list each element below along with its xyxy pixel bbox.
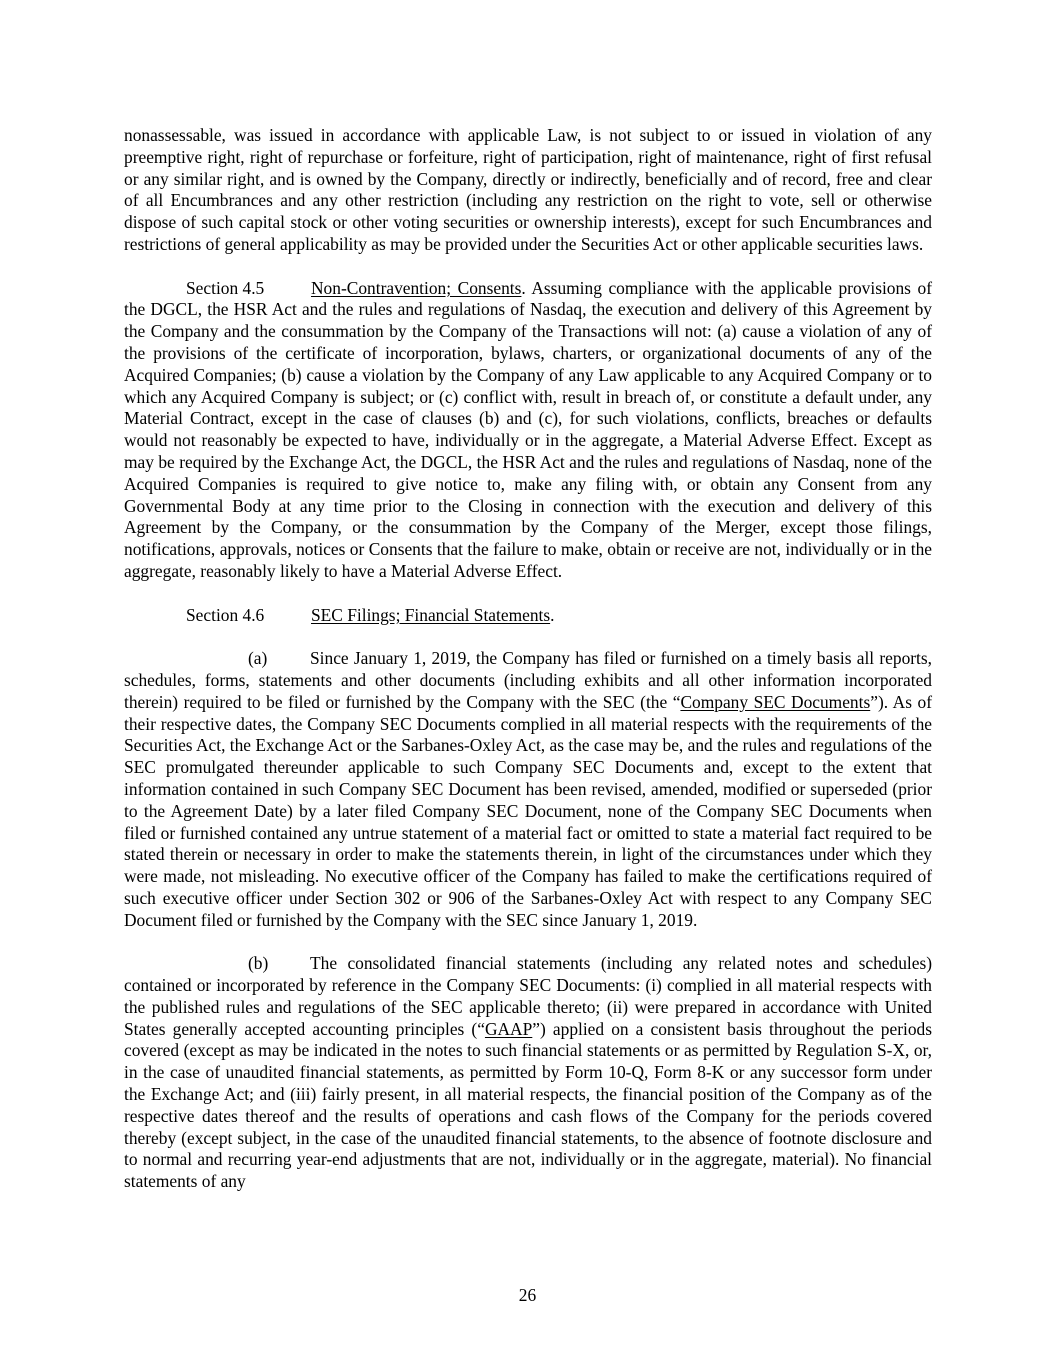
clause-a-body-2: ”). As of their respective dates, the Company SEC Documents complied in all material respects with the requirements of the Securities Act, the Exchange Act or the Sarbanes-Oxley Act, as the case may be, and the rules and regulations of the SEC promulgated thereunder applicable to such Company SEC Documents and, except to the extent that information contained in such Company SEC Document has been revised, amended, modified or superseded (prior to the Agreement Date) by a later filed Company SEC Document, none of the Company SEC Documents when filed or furnished contained any untrue statement of a material fact or omitted to state a material fact required to be stated therein or necessary in order to make the statements therein, in light of the circumstances under which they were made, not misleading. No executive officer of the Company has failed to make the certifications required of such executive officer under Section 302 or 906 of the Sarbanes-Oxley Act with respect to any Company SEC Document filed or furnished by the Company with the SEC since January 1, 2019.	[124, 691, 932, 930]
clause-b-label: (b)	[248, 953, 269, 974]
section-4-6-title-end: .	[550, 604, 555, 625]
clause-b-defined-term: GAAP	[484, 1018, 533, 1039]
clause-a-paragraph	[124, 648, 932, 931]
clause-a-label: (a)	[248, 648, 268, 669]
page-number: 26	[518, 1285, 537, 1305]
clause-a-defined-term: Company SEC Documents	[680, 691, 871, 712]
clause-b-paragraph	[124, 953, 932, 1193]
section-4-5-title: Non-Contravention; Consents	[311, 277, 522, 298]
clause-b-body-1: The consolidated financial statements (including any related notes and schedules) contained or incorporated by reference in the Company SEC Documents: (i) complied in all material respects with the published rules and regulations of the SEC applicable thereto; (ii) were prepared in accordance with United States generally accepted accounting principles (“	[124, 953, 932, 1039]
clause-a-body-1: Since January 1, 2019, the Company has filed or furnished on a timely basis all reports, schedules, forms, statements and other documents (including exhibits and all other information incorporated therein) required to be filed or furnished by the Company with the SEC (the “	[124, 648, 932, 712]
clause-b-body-2: ”) applied on a consistent basis throughout the periods covered (except as may be indicated in the notes to such financial statements or as permitted by Regulation S-X, or, in the case of unaudited financial statements, as permitted by Form 10-Q, Form 8-K or any successor form under the Exchange Act; and (iii) fairly present, in all material respects, the financial position of the Company as of the respective dates thereof and the results of operations and cash flows of the Company for the periods covered thereby (except subject, in the case of the unaudited financial statements, to the absence of footnote disclosure and to normal and recurring year-end adjustments that are not, individually or in the aggregate, material). No financial statements of any	[124, 1018, 932, 1192]
paragraph-intro: nonassessable, was issued in accordance with applicable Law, is not subject to or issued in violation of any preemptive right, right of repurchase or forfeiture, right of participation, right of maintenance, right of first refusal or any similar right, and is owned by the Company, directly or indirectly, beneficially and of record, free and clear of all Encumbrances and any other restriction (including any restriction on the right to vote, sell or otherwise dispose of such capital stock or other voting securities or ownership interests), except for such Encumbrances and restrictions of general applicability as may be provided under the Securities Act or other applicable securities laws.	[124, 125, 932, 254]
section-4-6-heading	[124, 605, 932, 627]
section-4-6-title: SEC Filings; Financial Statements	[311, 604, 551, 625]
section-4-6-number: Section 4.6	[186, 604, 265, 625]
section-4-5-number: Section 4.5	[186, 277, 265, 298]
section-4-5-body: . Assuming compliance with the applicable provisions of the DGCL, the HSR Act and the rules and regulations of Nasdaq, the execution and delivery of this Agreement by the Company and the consummation by the Company of the Transactions will not: (a) cause a violation of any of the provisions of the certificate of incorporation, bylaws, charters, or organizational documents of any of the Acquired Companies; (b) cause a violation by the Company of any Law applicable to any Acquired Company or to which any Acquired Company is subject; or (c) conflict with, result in breach of, or constitute a default under, any Material Contract, except in the case of clauses (b) and (c), for such violations, conflicts, breaches or defaults would not reasonably be expected to have, individually or in the aggregate, a Material Adverse Effect. Except as may be required by the Exchange Act, the DGCL, the HSR Act and the rules and regulations of Nasdaq, none of the Acquired Companies is required to give notice to, make any filing with, or obtain any Consent from any Governmental Body at any time prior to the Closing in connection with the execution and delivery of this Agreement by the Company, or the consummation by the Company of the Merger, except those filings, notifications, approvals, notices or Consents that the failure to make, obtain or receive are not, individually or in the aggregate, reasonably likely to have a Material Adverse Effect.	[124, 277, 932, 581]
document-page	[124, 125, 932, 1193]
section-4-5-paragraph	[124, 278, 932, 583]
